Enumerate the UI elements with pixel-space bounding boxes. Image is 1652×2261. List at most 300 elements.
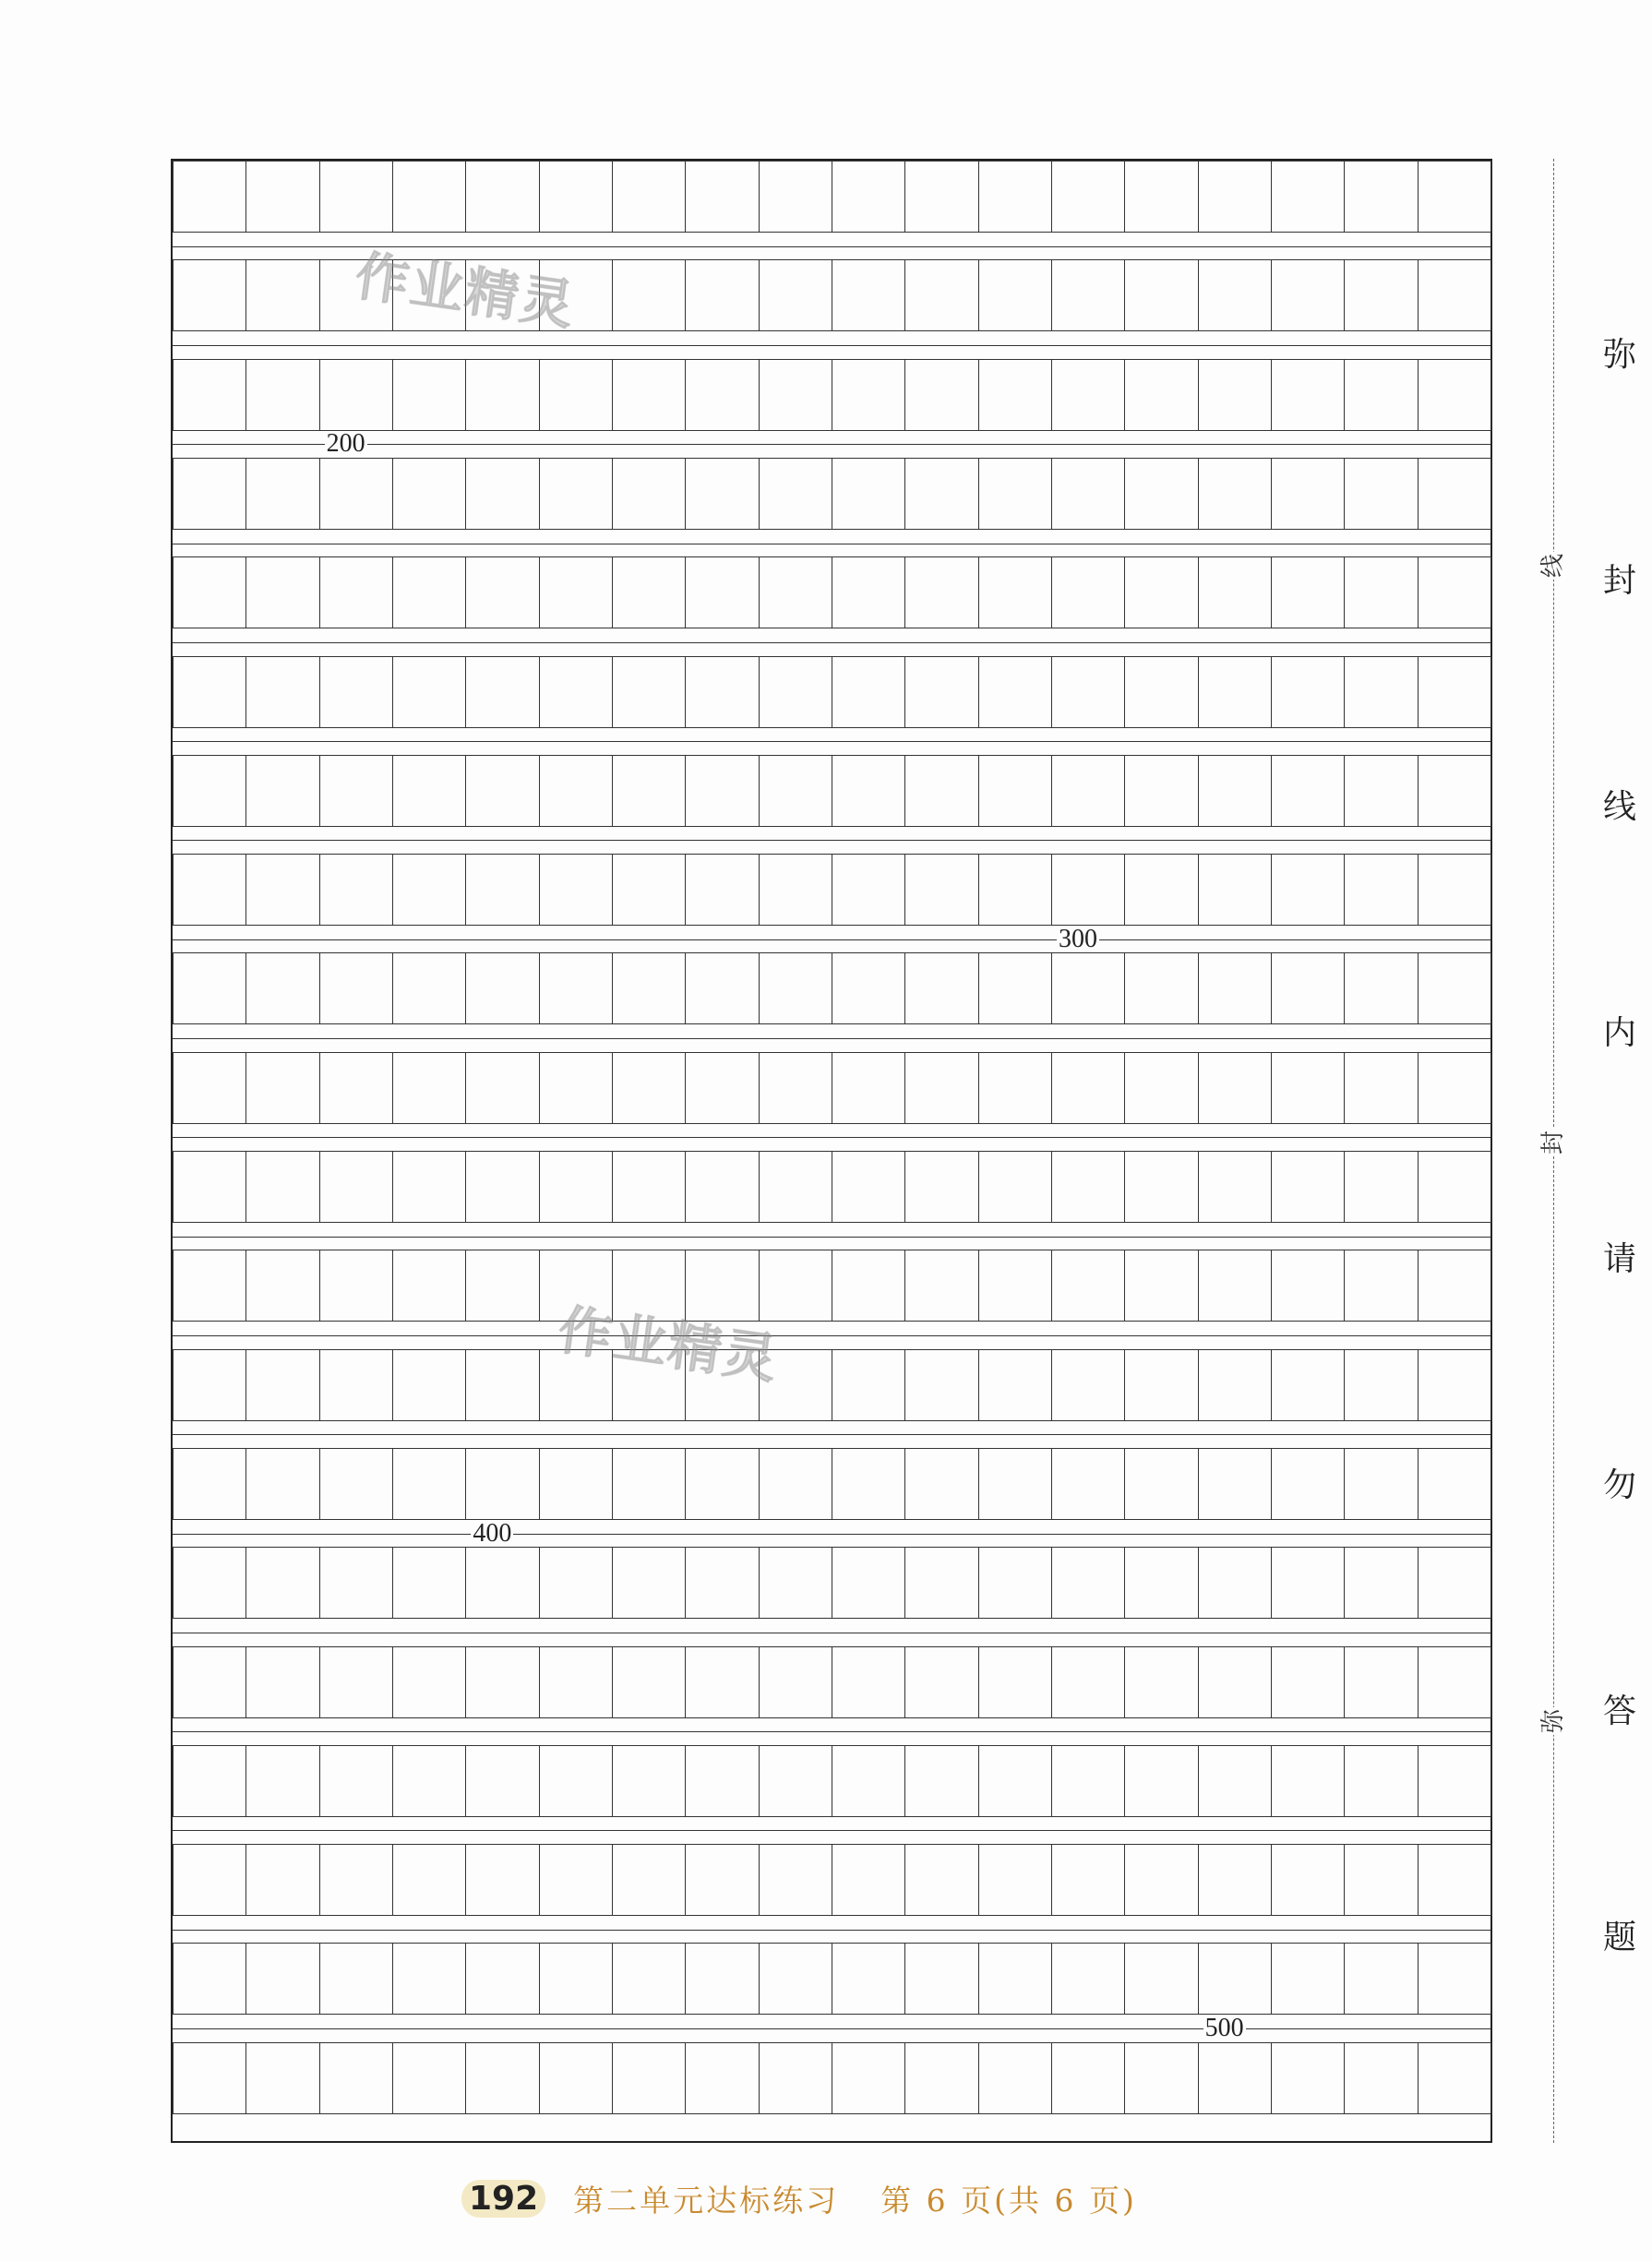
grid-cell xyxy=(245,1250,319,1322)
grid-cell xyxy=(539,1646,613,1718)
grid-cell xyxy=(832,1349,905,1421)
grid-cell xyxy=(1418,161,1491,233)
grid-cell xyxy=(392,1250,466,1322)
grid-cell xyxy=(832,1943,905,2015)
grid-cell xyxy=(832,952,905,1024)
grid-cell xyxy=(612,1052,686,1124)
grid-cell xyxy=(1418,1349,1491,1421)
grid-cell xyxy=(392,1646,466,1718)
composition-grid xyxy=(171,159,1492,2143)
grid-cell xyxy=(173,556,246,628)
notice-char: 线 xyxy=(1602,788,1636,826)
row-separator xyxy=(173,1335,1490,1336)
grid-cell xyxy=(612,161,686,233)
grid-cell xyxy=(904,359,978,431)
grid-cell xyxy=(612,359,686,431)
grid-cell xyxy=(1198,1844,1272,1916)
grid-cell xyxy=(1271,952,1345,1024)
grid-cell xyxy=(392,1547,466,1619)
grid-cell xyxy=(832,1646,905,1718)
grid-cell xyxy=(539,952,613,1024)
grid-cell xyxy=(1198,2042,1272,2114)
grid-cell xyxy=(978,161,1052,233)
grid-cell xyxy=(759,854,832,926)
grid-cell xyxy=(1271,854,1345,926)
grid-cell xyxy=(759,1547,832,1619)
grid-cell xyxy=(539,161,613,233)
grid-cell xyxy=(173,161,246,233)
grid-cell xyxy=(465,1349,539,1421)
grid-cell xyxy=(392,854,466,926)
grid-cell xyxy=(1418,1151,1491,1223)
grid-cell xyxy=(832,556,905,628)
grid-cell xyxy=(245,1943,319,2015)
grid-cell xyxy=(392,1349,466,1421)
grid-cell xyxy=(832,2042,905,2114)
grid-cell xyxy=(465,1943,539,2015)
row-separator xyxy=(173,1434,1490,1435)
grid-cell xyxy=(1198,1745,1272,1817)
grid-cell xyxy=(392,1151,466,1223)
grid-cell xyxy=(1051,1745,1125,1817)
grid-cell xyxy=(1051,1349,1125,1421)
grid-cell xyxy=(465,556,539,628)
seal-mark-mi: 弥 xyxy=(1539,1709,1567,1734)
grid-cell xyxy=(245,1547,319,1619)
grid-cell xyxy=(465,952,539,1024)
grid-cell xyxy=(392,1943,466,2015)
grid-cell xyxy=(1198,1250,1272,1322)
grid-cell xyxy=(1344,952,1418,1024)
grid-cell xyxy=(245,161,319,233)
grid-cell xyxy=(759,556,832,628)
grid-cell xyxy=(319,359,393,431)
grid-cell xyxy=(245,1349,319,1421)
grid-cell xyxy=(539,1745,613,1817)
grid-cell xyxy=(1198,1547,1272,1619)
grid-cell xyxy=(173,1646,246,1718)
word-count-mark: 500 xyxy=(1204,2014,1244,2043)
grid-cell xyxy=(978,1151,1052,1223)
grid-cell xyxy=(1344,755,1418,827)
grid-cell xyxy=(978,1547,1052,1619)
grid-cell xyxy=(904,556,978,628)
grid-cell xyxy=(685,755,759,827)
grid-cell xyxy=(685,1151,759,1223)
grid-cell xyxy=(319,1943,393,2015)
grid-cell xyxy=(392,1052,466,1124)
grid-cell xyxy=(539,458,613,530)
grid-cell xyxy=(465,1646,539,1718)
grid-cell xyxy=(978,1844,1052,1916)
grid-cell xyxy=(1418,458,1491,530)
grid-cell xyxy=(245,1646,319,1718)
grid-cell xyxy=(685,952,759,1024)
grid-cell xyxy=(245,259,319,331)
grid-cell xyxy=(1344,556,1418,628)
grid-cell xyxy=(173,1151,246,1223)
grid-cell xyxy=(392,359,466,431)
grid-cell xyxy=(904,458,978,530)
grid-cell xyxy=(245,1052,319,1124)
word-count-mark: 200 xyxy=(326,429,365,459)
grid-cell xyxy=(1124,1646,1198,1718)
grid-cell xyxy=(612,1646,686,1718)
grid-cell xyxy=(173,259,246,331)
grid-cell xyxy=(539,556,613,628)
grid-cell xyxy=(832,1844,905,1916)
grid-cell xyxy=(978,1646,1052,1718)
grid-cell xyxy=(1271,1646,1345,1718)
grid-cell xyxy=(173,1943,246,2015)
grid-cell xyxy=(245,1151,319,1223)
grid-cell xyxy=(1051,1646,1125,1718)
grid-cell xyxy=(685,1052,759,1124)
grid-cell xyxy=(904,755,978,827)
grid-cell xyxy=(978,1250,1052,1322)
grid-cell xyxy=(465,755,539,827)
grid-cell xyxy=(1124,1349,1198,1421)
grid-cell xyxy=(612,656,686,728)
grid-cell xyxy=(1344,854,1418,926)
grid-cell xyxy=(1124,952,1198,1024)
grid-cell xyxy=(319,2042,393,2114)
notice-char: 勿 xyxy=(1602,1466,1636,1504)
grid-cell xyxy=(392,755,466,827)
grid-cell xyxy=(759,1745,832,1817)
grid-cell xyxy=(1051,1250,1125,1322)
grid-cell xyxy=(685,1943,759,2015)
grid-cell xyxy=(1271,458,1345,530)
grid-cell xyxy=(978,1448,1052,1520)
grid-cell xyxy=(1344,458,1418,530)
grid-cell xyxy=(173,755,246,827)
grid-cell xyxy=(465,1250,539,1322)
notice-char: 请 xyxy=(1602,1240,1636,1278)
grid-cell xyxy=(904,854,978,926)
grid-cell xyxy=(1344,1844,1418,1916)
grid-cell xyxy=(832,755,905,827)
grid-cell xyxy=(904,1250,978,1322)
grid-cell xyxy=(173,2042,246,2114)
grid-cell xyxy=(685,1646,759,1718)
grid-cell xyxy=(759,656,832,728)
grid-cell xyxy=(539,1448,613,1520)
grid-cell xyxy=(245,854,319,926)
grid-cell xyxy=(1198,1448,1272,1520)
grid-cell xyxy=(904,1844,978,1916)
grid-cell xyxy=(539,656,613,728)
row-separator xyxy=(173,741,1490,742)
grid-cell xyxy=(832,1448,905,1520)
grid-cell xyxy=(759,458,832,530)
grid-cell xyxy=(978,1052,1052,1124)
grid-cell xyxy=(1418,1646,1491,1718)
grid-cell xyxy=(612,2042,686,2114)
grid-cell xyxy=(904,1646,978,1718)
grid-cell xyxy=(539,359,613,431)
grid-cell xyxy=(1271,1448,1345,1520)
notice-char: 内 xyxy=(1602,1014,1636,1052)
grid-cell xyxy=(392,556,466,628)
grid-cell xyxy=(685,656,759,728)
grid-cell xyxy=(539,1844,613,1916)
grid-cell xyxy=(1124,1052,1198,1124)
grid-cell xyxy=(1418,1844,1491,1916)
grid-cell xyxy=(1124,1250,1198,1322)
grid-cell xyxy=(759,1052,832,1124)
grid-cell xyxy=(759,359,832,431)
grid-cell xyxy=(173,952,246,1024)
grid-cell xyxy=(1124,1547,1198,1619)
grid-cell xyxy=(1051,161,1125,233)
grid-cell xyxy=(612,854,686,926)
grid-cell xyxy=(1124,656,1198,728)
grid-cell xyxy=(612,952,686,1024)
grid-cell xyxy=(1271,259,1345,331)
row-separator xyxy=(173,1930,1490,1931)
grid-cell xyxy=(319,161,393,233)
grid-cell xyxy=(978,2042,1052,2114)
grid-cell xyxy=(978,656,1052,728)
grid-cell xyxy=(465,359,539,431)
grid-cell xyxy=(612,1745,686,1817)
grid-cell xyxy=(1198,755,1272,827)
grid-cell xyxy=(1418,1943,1491,2015)
grid-cell xyxy=(1271,1052,1345,1124)
grid-cell xyxy=(1051,359,1125,431)
grid-cell xyxy=(832,1151,905,1223)
grid-cell xyxy=(904,1547,978,1619)
grid-cell xyxy=(1418,952,1491,1024)
grid-cell xyxy=(173,1448,246,1520)
grid-cell xyxy=(245,656,319,728)
grid-cell xyxy=(319,1547,393,1619)
grid-cell xyxy=(1124,161,1198,233)
row-separator xyxy=(173,939,1490,940)
grid-cell xyxy=(173,1745,246,1817)
grid-cell xyxy=(904,2042,978,2114)
grid-cell xyxy=(1418,1547,1491,1619)
grid-cell xyxy=(1051,1844,1125,1916)
grid-cell xyxy=(319,656,393,728)
row-separator xyxy=(173,2028,1490,2029)
grid-cell xyxy=(1198,556,1272,628)
grid-cell xyxy=(1124,458,1198,530)
grid-cell xyxy=(1418,755,1491,827)
grid-cell xyxy=(1124,2042,1198,2114)
grid-cell xyxy=(1418,1250,1491,1322)
grid-cell xyxy=(832,458,905,530)
grid-cell xyxy=(465,1745,539,1817)
grid-cell xyxy=(612,1844,686,1916)
grid-cell xyxy=(319,952,393,1024)
grid-cell xyxy=(685,458,759,530)
grid-cell xyxy=(832,359,905,431)
grid-cell xyxy=(1344,161,1418,233)
watermark: 作业精灵 xyxy=(351,244,580,338)
grid-cell xyxy=(1271,1844,1345,1916)
grid-cell xyxy=(319,1844,393,1916)
row-separator xyxy=(173,444,1490,445)
grid-cell xyxy=(685,2042,759,2114)
grid-cell xyxy=(1051,952,1125,1024)
grid-cell xyxy=(832,1250,905,1322)
grid-cell xyxy=(904,1349,978,1421)
grid-cell xyxy=(978,952,1052,1024)
grid-cell xyxy=(245,1844,319,1916)
grid-cell xyxy=(1124,755,1198,827)
grid-cell xyxy=(904,1943,978,2015)
grid-cell xyxy=(245,458,319,530)
grid-cell xyxy=(1418,259,1491,331)
grid-cell xyxy=(1418,854,1491,926)
grid-cell xyxy=(904,1448,978,1520)
grid-cell xyxy=(465,458,539,530)
grid-cell xyxy=(685,161,759,233)
grid-cell xyxy=(685,854,759,926)
grid-cell xyxy=(1344,1052,1418,1124)
grid-cell xyxy=(465,1448,539,1520)
grid-cell xyxy=(759,1646,832,1718)
grid-cell xyxy=(1271,1151,1345,1223)
grid-cell xyxy=(1051,1943,1125,2015)
grid-cell xyxy=(1418,1448,1491,1520)
grid-cell xyxy=(1124,359,1198,431)
grid-cell xyxy=(978,1349,1052,1421)
grid-cell xyxy=(1051,755,1125,827)
grid-cell xyxy=(319,1250,393,1322)
grid-cell xyxy=(1124,259,1198,331)
grid-cell xyxy=(904,1151,978,1223)
grid-cell xyxy=(759,1151,832,1223)
grid-cell xyxy=(759,952,832,1024)
grid-cell xyxy=(465,1547,539,1619)
grid-cell xyxy=(1418,656,1491,728)
grid-cell xyxy=(1124,556,1198,628)
grid-cell xyxy=(173,854,246,926)
grid-cell xyxy=(1344,2042,1418,2114)
grid-cell xyxy=(759,755,832,827)
grid-cell xyxy=(392,1745,466,1817)
grid-cell xyxy=(1198,1052,1272,1124)
row-separator xyxy=(173,1038,1490,1039)
grid-cell xyxy=(245,556,319,628)
grid-cell xyxy=(173,1349,246,1421)
grid-cell xyxy=(245,952,319,1024)
grid-cell xyxy=(1051,259,1125,331)
row-separator xyxy=(173,1830,1490,1831)
grid-cell xyxy=(1124,1745,1198,1817)
seal-mark-line: 线 xyxy=(1539,554,1567,579)
grid-cell xyxy=(904,1052,978,1124)
grid-cell xyxy=(1051,656,1125,728)
grid-cell xyxy=(1344,1151,1418,1223)
grid-cell xyxy=(319,1349,393,1421)
grid-cell xyxy=(832,854,905,926)
grid-cell xyxy=(978,755,1052,827)
grid-cell xyxy=(1198,161,1272,233)
grid-cell xyxy=(1198,458,1272,530)
grid-cell xyxy=(1271,1349,1345,1421)
grid-cell xyxy=(612,1151,686,1223)
grid-cell xyxy=(759,1250,832,1322)
grid-cell xyxy=(465,656,539,728)
grid-cell xyxy=(392,458,466,530)
grid-cell xyxy=(1051,556,1125,628)
grid-cell xyxy=(1271,656,1345,728)
grid-cell xyxy=(1051,1547,1125,1619)
grid-cell xyxy=(612,1943,686,2015)
notice-char: 题 xyxy=(1602,1919,1636,1956)
grid-cell xyxy=(759,1943,832,2015)
grid-cell xyxy=(1344,656,1418,728)
grid-cell xyxy=(1344,1745,1418,1817)
grid-cell xyxy=(1344,1646,1418,1718)
row-separator xyxy=(173,840,1490,841)
word-count-mark: 400 xyxy=(473,1518,512,1548)
page-number: 192 xyxy=(461,2180,545,2218)
grid-cell xyxy=(1198,854,1272,926)
grid-cell xyxy=(319,854,393,926)
grid-cell xyxy=(1344,359,1418,431)
grid-cell xyxy=(465,2042,539,2114)
grid-cell xyxy=(612,1448,686,1520)
grid-cell xyxy=(1418,2042,1491,2114)
grid-cell xyxy=(612,458,686,530)
grid-cell xyxy=(1418,359,1491,431)
grid-cell xyxy=(832,259,905,331)
page-info: 第 6 页(共 6 页) xyxy=(880,2182,1137,2219)
notice-char: 答 xyxy=(1602,1693,1636,1730)
word-count-mark: 300 xyxy=(1059,924,1097,953)
grid-cell xyxy=(1198,1943,1272,2015)
row-separator xyxy=(173,1731,1490,1732)
grid-cell xyxy=(832,1745,905,1817)
grid-cell xyxy=(319,1745,393,1817)
grid-cell xyxy=(1051,458,1125,530)
grid-cell xyxy=(173,359,246,431)
grid-cell xyxy=(1271,161,1345,233)
row-separator xyxy=(173,1137,1490,1138)
grid-cell xyxy=(685,1745,759,1817)
grid-cell xyxy=(1124,1943,1198,2015)
grid-cell xyxy=(173,1052,246,1124)
grid-cell xyxy=(685,1844,759,1916)
grid-cell xyxy=(1271,1547,1345,1619)
grid-cell xyxy=(685,259,759,331)
grid-cell xyxy=(1198,359,1272,431)
grid-cell xyxy=(1198,952,1272,1024)
grid-cell xyxy=(539,755,613,827)
grid-cell xyxy=(1271,556,1345,628)
grid-cell xyxy=(1051,1052,1125,1124)
grid-cell xyxy=(1198,1646,1272,1718)
grid-cell xyxy=(1271,1943,1345,2015)
grid-cell xyxy=(978,359,1052,431)
grid-cell xyxy=(759,1844,832,1916)
grid-cell xyxy=(612,1547,686,1619)
grid-cell xyxy=(245,1448,319,1520)
grid-cell xyxy=(612,556,686,628)
grid-cell xyxy=(612,755,686,827)
grid-cell xyxy=(392,952,466,1024)
grid-cell xyxy=(319,1646,393,1718)
grid-cell xyxy=(904,1745,978,1817)
grid-cell xyxy=(904,656,978,728)
grid-cell xyxy=(319,1052,393,1124)
grid-cell xyxy=(685,1547,759,1619)
